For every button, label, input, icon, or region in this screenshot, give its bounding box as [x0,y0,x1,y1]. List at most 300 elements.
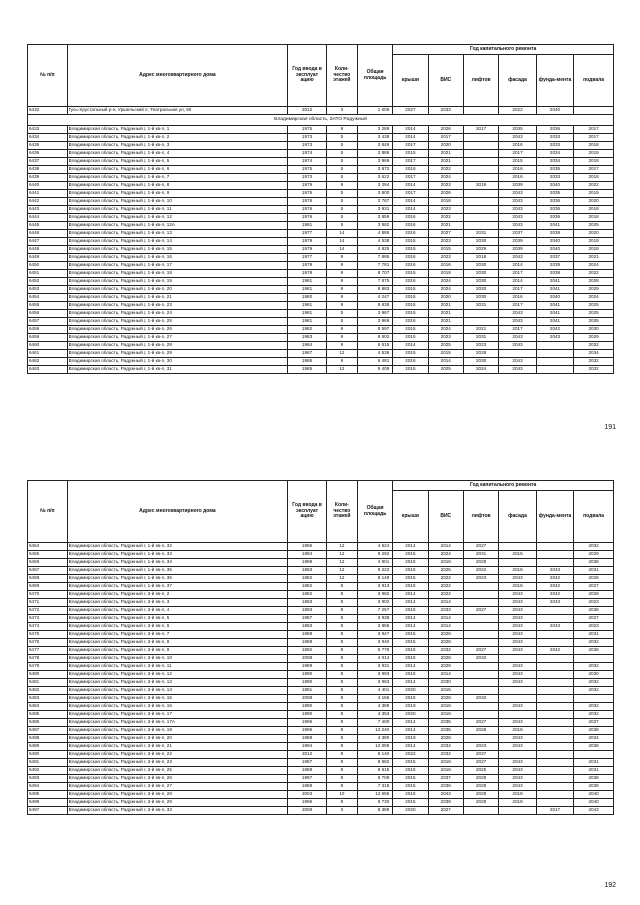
cell-basement [574,695,614,703]
cell-year: 1977 [288,254,327,262]
cell-floors: 9 [326,270,357,278]
cell-vis: 2015 [428,350,463,358]
cell-address: Владимирская область, Радужный г, 3-й кв-л, 27 [67,783,288,791]
cell-address: Владимирская область, Радужный г, 1-й кв-л, 10 [67,198,288,206]
cell-address: Владимирская область, Радужный г, 1-й кв-л, 4 [67,150,288,158]
cell-no: 6452 [28,278,68,286]
cell-area: 3 982 [357,591,392,599]
cell-no: 6456 [28,310,68,318]
cell-lifts [463,107,498,115]
cell-floors: 12 [326,366,357,374]
cell-year: 1994 [288,743,327,751]
cell-address: Владимирская область, Радужный г, 1-й кв-л, 25 [67,318,288,326]
table-row [28,791,614,799]
cell-area: 6 481 [357,358,392,366]
cell-vis: 2021 [428,150,463,158]
cell-basement: 2040 [574,799,614,807]
cell-foundation: 2043 [536,623,573,631]
table-row [28,126,614,134]
cell-area: 7 875 [357,278,392,286]
cell-roof: 2014 [393,206,428,214]
cell-year: 1981 [288,302,327,310]
cell-lifts: 2024 [463,366,498,374]
table-row [28,107,614,115]
cell-floors: 5 [326,310,357,318]
cell-foundation [536,703,573,711]
cell-facade [499,655,536,663]
cell-address: Владимирская область, Радужный г, 1-й кв-л, 15 [67,246,288,254]
cell-roof: 2017 [393,142,428,150]
cell-area: 3 294 [357,182,392,190]
cell-basement: 2038 [574,775,614,783]
cell-basement: 2028 [574,278,614,286]
cell-floors: 5 [326,735,357,743]
cell-year: 1987 [288,759,327,767]
cell-basement: 2019 [574,190,614,198]
cell-area: 4 538 [357,238,392,246]
cell-address: Владимирская область, Радужный г, 1-й кв-л, 3 [67,142,288,150]
cell-address: Владимирская область, Радужный г, 3-й кв-л, 3 [67,599,288,607]
cell-roof: 2015 [393,783,428,791]
cell-no: 6484 [28,703,68,711]
cell-no: 6441 [28,190,68,198]
cell-vis: 2024 [428,174,463,182]
cell-floors: 9 [326,695,357,703]
cell-roof: 2016 [393,254,428,262]
cell-lifts [463,679,498,687]
cell-basement: 2036 [574,647,614,655]
cell-basement: 2022 [574,182,614,190]
col-no-header: № п/п [28,45,68,107]
cell-area: 12 555 [357,791,392,799]
cell-floors: 9 [326,326,357,334]
table-row [28,326,614,334]
cell-foundation: 2039 [536,262,573,270]
cell-facade: 2017 [499,302,536,310]
cell-year: 1976 [288,206,327,214]
cell-roof: 2019 [393,735,428,743]
cell-foundation [536,751,573,759]
cell-year: 1982 [288,575,327,583]
cell-area: 5 776 [357,647,392,655]
cell-facade: 2043 [499,607,536,615]
cell-address: Владимирская область, Радужный г, 1-й кв-л, 33 [67,551,288,559]
cell-roof: 2014 [393,615,428,623]
cell-no: 6495 [28,791,68,799]
cell-address: Владимирская область, Радужный г, 1-й кв-л, 17 [67,262,288,270]
cell-roof: 2016 [393,767,428,775]
cell-vis: 2027 [428,807,463,815]
cell-lifts: 2033 [463,695,498,703]
cell-facade: 2043 [499,599,536,607]
cell-floors: 9 [326,783,357,791]
table-row [28,334,614,342]
table-row [28,631,614,639]
cell-floors: 5 [326,174,357,182]
cell-vis: 2017 [428,134,463,142]
cell-no: 6468 [28,575,68,583]
cell-foundation: 2040 [536,294,573,302]
cell-vis: 2014 [428,358,463,366]
cell-foundation [536,543,573,551]
cell-vis: 2016 [428,703,463,711]
cell-year: 1983 [288,334,327,342]
cell-area: 3 982 [357,222,392,230]
cell-vis: 2023 [428,206,463,214]
cell-address: Владимирская область, Радужный г, 3-й кв-л, 12 [67,671,288,679]
cell-foundation [536,711,573,719]
cell-lifts: 2030 [463,358,498,366]
cell-foundation [536,735,573,743]
cell-no: 6438 [28,166,68,174]
table-row [28,663,614,671]
cell-lifts: 2029 [463,775,498,783]
cell-facade: 2043 [499,198,536,206]
cell-year: 2009 [288,807,327,815]
table-row [28,567,614,575]
cell-basement: 2032 [574,663,614,671]
cell-lifts: 2029 [463,783,498,791]
cell-lifts: 2029 [463,246,498,254]
cell-basement: 2022 [574,270,614,278]
cell-roof: 2016 [393,791,428,799]
cell-lifts [463,166,498,174]
table-row [28,182,614,190]
cell-vis: 2019 [428,270,463,278]
cell-lifts: 2027 [463,719,498,727]
cell-lifts: 2023 [463,743,498,751]
cell-no: 6488 [28,735,68,743]
cell-foundation [536,727,573,735]
cell-foundation [536,559,573,567]
cell-address: Владимирская область, Радужный г, 3-й кв-л, 19 [67,727,288,735]
cell-vis: 2026 [428,126,463,134]
cell-floors: 5 [326,142,357,150]
cell-year: 1981 [288,318,327,326]
cell-no: 6466 [28,559,68,567]
cell-area: 3 856 [357,623,392,631]
cell-facade: 2035 [499,126,536,134]
cell-no: 6481 [28,679,68,687]
cell-address: Владимирская область, Радужный г, 3-й кв-л, 22 [67,751,288,759]
cell-area: 9 292 [357,551,392,559]
cell-facade: 2016 [499,142,536,150]
cell-lifts [463,631,498,639]
cell-no: 6461 [28,350,68,358]
cell-facade [499,711,536,719]
cell-basement: 2024 [574,294,614,302]
col-floors-header: Коли-чество этажей [326,45,357,107]
cell-basement: 2031 [574,759,614,767]
cell-facade: 2043 [499,639,536,647]
cell-year: 1990 [288,671,327,679]
cell-roof: 2016 [393,278,428,286]
cell-lifts [463,222,498,230]
cell-basement: 2026 [574,575,614,583]
cell-basement: 2019 [574,150,614,158]
cell-no: 6473 [28,615,68,623]
cell-basement: 2030 [574,671,614,679]
cell-facade: 2043 [499,647,536,655]
cell-facade: 2043 [499,310,536,318]
cell-vis: 2020 [428,142,463,150]
cell-foundation: 2040 [536,246,573,254]
cell-no: 6474 [28,623,68,631]
cell-floors: 9 [326,286,357,294]
table-row [28,174,614,182]
cell-basement: 2018 [574,206,614,214]
table-row [28,543,614,551]
cell-foundation: 2033 [536,174,573,182]
cell-foundation: 2034 [536,150,573,158]
cell-floors: 5 [326,214,357,222]
cell-foundation: 2041 [536,286,573,294]
cell-foundation [536,607,573,615]
cell-facade [499,807,536,815]
cell-foundation: 2036 [536,126,573,134]
cell-floors: 14 [326,246,357,254]
cell-foundation [536,743,573,751]
page-number: 191 [604,424,616,431]
cell-area: 5 140 [357,751,392,759]
cell-year: 1986 [288,543,327,551]
cell-basement: 2027 [574,583,614,591]
table-row [28,278,614,286]
cell-floors: 9 [326,334,357,342]
capital-repair-table [27,480,614,815]
cell-facade: 2016 [499,294,536,302]
cell-no: 6477 [28,647,68,655]
cell-facade: 2016 [499,727,536,735]
cell-roof: 2015 [393,286,428,294]
cell-roof: 2014 [393,134,428,142]
cell-floors: 5 [326,134,357,142]
table-row [28,591,614,599]
table-row [28,318,614,326]
cell-facade: 2016 [499,174,536,182]
cell-basement: 2029 [574,551,614,559]
cell-lifts: 2022 [463,567,498,575]
cell-roof: 2016 [393,214,428,222]
cell-facade [499,543,536,551]
cell-area: 8 707 [357,270,392,278]
cell-basement: 2017 [574,134,614,142]
cell-facade: 2015 [499,158,536,166]
cell-facade [499,751,536,759]
col-roof-header: крыши [393,55,428,107]
table-row [28,294,614,302]
cell-lifts: 2021 [463,326,498,334]
cell-address: Владимирская область, Радужный г, 1-й кв-л, 12А [67,222,288,230]
cell-address: Владимирская область, Радужный г, 3-й кв-л, 11 [67,663,288,671]
cell-no: 6467 [28,567,68,575]
cell-facade: 2016 [499,567,536,575]
cell-facade: 2043 [499,631,536,639]
cell-address: Владимирская область, Радужный г, 1-й кв-л, 37 [67,583,288,591]
col-area-header: Общая площадь [357,481,392,543]
cell-vis: 2021 [428,310,463,318]
cell-year: 2003 [288,791,327,799]
cell-area: 1 005 [357,107,392,115]
cell-roof: 2016 [393,318,428,326]
cell-address: Владимирская область, Радужный г, 1-й кв-л, 16 [67,254,288,262]
cell-year: 1995 [288,719,327,727]
cell-foundation: 2035 [536,190,573,198]
cell-basement: 2020 [574,230,614,238]
cell-no: 6472 [28,607,68,615]
col-vis-header: ВИС [428,491,463,543]
cell-vis: 2028 [428,655,463,663]
cell-facade: 2017 [499,150,536,158]
cell-foundation: 2038 [536,270,573,278]
cell-area: 3 983 [357,679,392,687]
cell-basement: 2043 [574,807,614,815]
cell-facade: 2039 [499,246,536,254]
cell-vis: 2043 [428,791,463,799]
cell-facade: 2018 [499,791,536,799]
cell-address: Владимирская область, Радужный г, 1-й кв-л, 20 [67,286,288,294]
cell-floors: 5 [326,166,357,174]
cell-facade: 2043 [499,767,536,775]
cell-roof: 2014 [393,727,428,735]
cell-vis: 2035 [428,719,463,727]
cell-foundation [536,655,573,663]
cell-floors: 5 [326,599,357,607]
cell-foundation [536,783,573,791]
cell-basement: 2032 [574,543,614,551]
cell-vis: 2026 [428,631,463,639]
cell-floors: 3 [326,807,357,815]
cell-roof: 2014 [393,679,428,687]
section-row [28,115,614,126]
cell-floors: 9 [326,727,357,735]
cell-foundation: 2040 [536,238,573,246]
cell-year: 1987 [288,350,327,358]
page-number: 192 [604,882,616,889]
cell-facade: 2043 [499,679,536,687]
cell-year: 1982 [288,326,327,334]
cell-basement: 2032 [574,366,614,374]
col-year-header: Год ввода в эксплуат ацию [288,45,327,107]
cell-floors: 9 [326,655,357,663]
cell-foundation [536,767,573,775]
cell-no: 6497 [28,807,68,815]
cell-vis: 2037 [428,775,463,783]
cell-lifts [463,310,498,318]
cell-address: Владимирская область, Радужный г, 1-й кв-л, 21 [67,294,288,302]
cell-floors: 5 [326,222,357,230]
cell-address: Владимирская область, Радужный г, 3-й кв-л, 33 [67,807,288,815]
table-row [28,166,614,174]
cell-basement [574,655,614,663]
cell-basement: 2020 [574,198,614,206]
cell-facade: 2043 [499,214,536,222]
cell-basement: 2032 [574,687,614,695]
cell-year: 1982 [288,583,327,591]
cell-roof: 2015 [393,350,428,358]
cell-foundation [536,639,573,647]
cell-address: Владимирская область, Радужный г, 1-й кв-л, 28 [67,342,288,350]
cell-no: 6449 [28,254,68,262]
cell-basement: 2027 [574,615,614,623]
cell-area: 3 967 [357,310,392,318]
cell-floors: 9 [326,254,357,262]
cell-floors: 5 [326,663,357,671]
col-floors-header: Коли-чество этажей [326,481,357,543]
cell-floors: 9 [326,647,357,655]
cell-roof: 2016 [393,583,428,591]
cell-vis: 2015 [428,687,463,695]
cell-lifts: 2029 [463,799,498,807]
cell-foundation: 2043 [536,567,573,575]
cell-area: 8 389 [357,807,392,815]
col-roof-header: крыши [393,491,428,543]
cell-area: 7 885 [357,254,392,262]
table-row [28,551,614,559]
cell-no: 6442 [28,198,68,206]
cell-roof: 2015 [393,759,428,767]
cell-area: 9 730 [357,799,392,807]
cell-roof: 2015 [393,631,428,639]
cell-area: 12 240 [357,727,392,735]
cell-year: 1979 [288,238,327,246]
cell-no: 6435 [28,142,68,150]
cell-address: Владимирская область, Радужный г, 1-й кв-л, 5 [67,158,288,166]
table-row [28,254,614,262]
col-basement-header: подвала [574,55,614,107]
cell-area: 8 615 [357,767,392,775]
cell-basement: 2017 [574,166,614,174]
col-repair-group-header: Год капитального ремонта [393,45,614,55]
cell-year: 2008 [288,655,327,663]
cell-address: Владимирская область, Радужный г, 1-й кв-л, 13 [67,230,288,238]
cell-year: 1989 [288,663,327,671]
cell-facade: 2016 [499,166,536,174]
cell-year: 1976 [288,214,327,222]
cell-floors: 5 [326,631,357,639]
cell-address: Владимирская область, Радужный г, 1-й кв-л, 2 [67,134,288,142]
cell-lifts: 2030 [463,278,498,286]
cell-lifts: 2029 [463,559,498,567]
cell-area: 4 825 [357,246,392,254]
cell-basement: 2024 [574,262,614,270]
cell-foundation [536,799,573,807]
cell-lifts: 2027 [463,607,498,615]
cell-year: 1973 [288,142,327,150]
cell-roof: 2016 [393,222,428,230]
cell-lifts: 2018 [463,254,498,262]
cell-roof: 2015 [393,775,428,783]
cell-basement: 2036 [574,559,614,567]
cell-no: 6448 [28,246,68,254]
cell-no: 6433 [28,126,68,134]
cell-vis: 2030 [428,679,463,687]
cell-area: 3 969 [357,158,392,166]
cell-lifts [463,190,498,198]
cell-foundation: 2041 [536,318,573,326]
cell-vis: 2023 [428,182,463,190]
cell-roof: 2015 [393,799,428,807]
cell-roof: 2020 [393,711,428,719]
cell-year: 2012 [288,751,327,759]
cell-basement: 2018 [574,246,614,254]
cell-basement: 2032 [574,711,614,719]
col-lifts-header: лифтов [463,491,498,543]
cell-foundation [536,679,573,687]
cell-no: 6434 [28,134,68,142]
cell-vis: 2028 [428,639,463,647]
cell-basement: 2032 [574,639,614,647]
